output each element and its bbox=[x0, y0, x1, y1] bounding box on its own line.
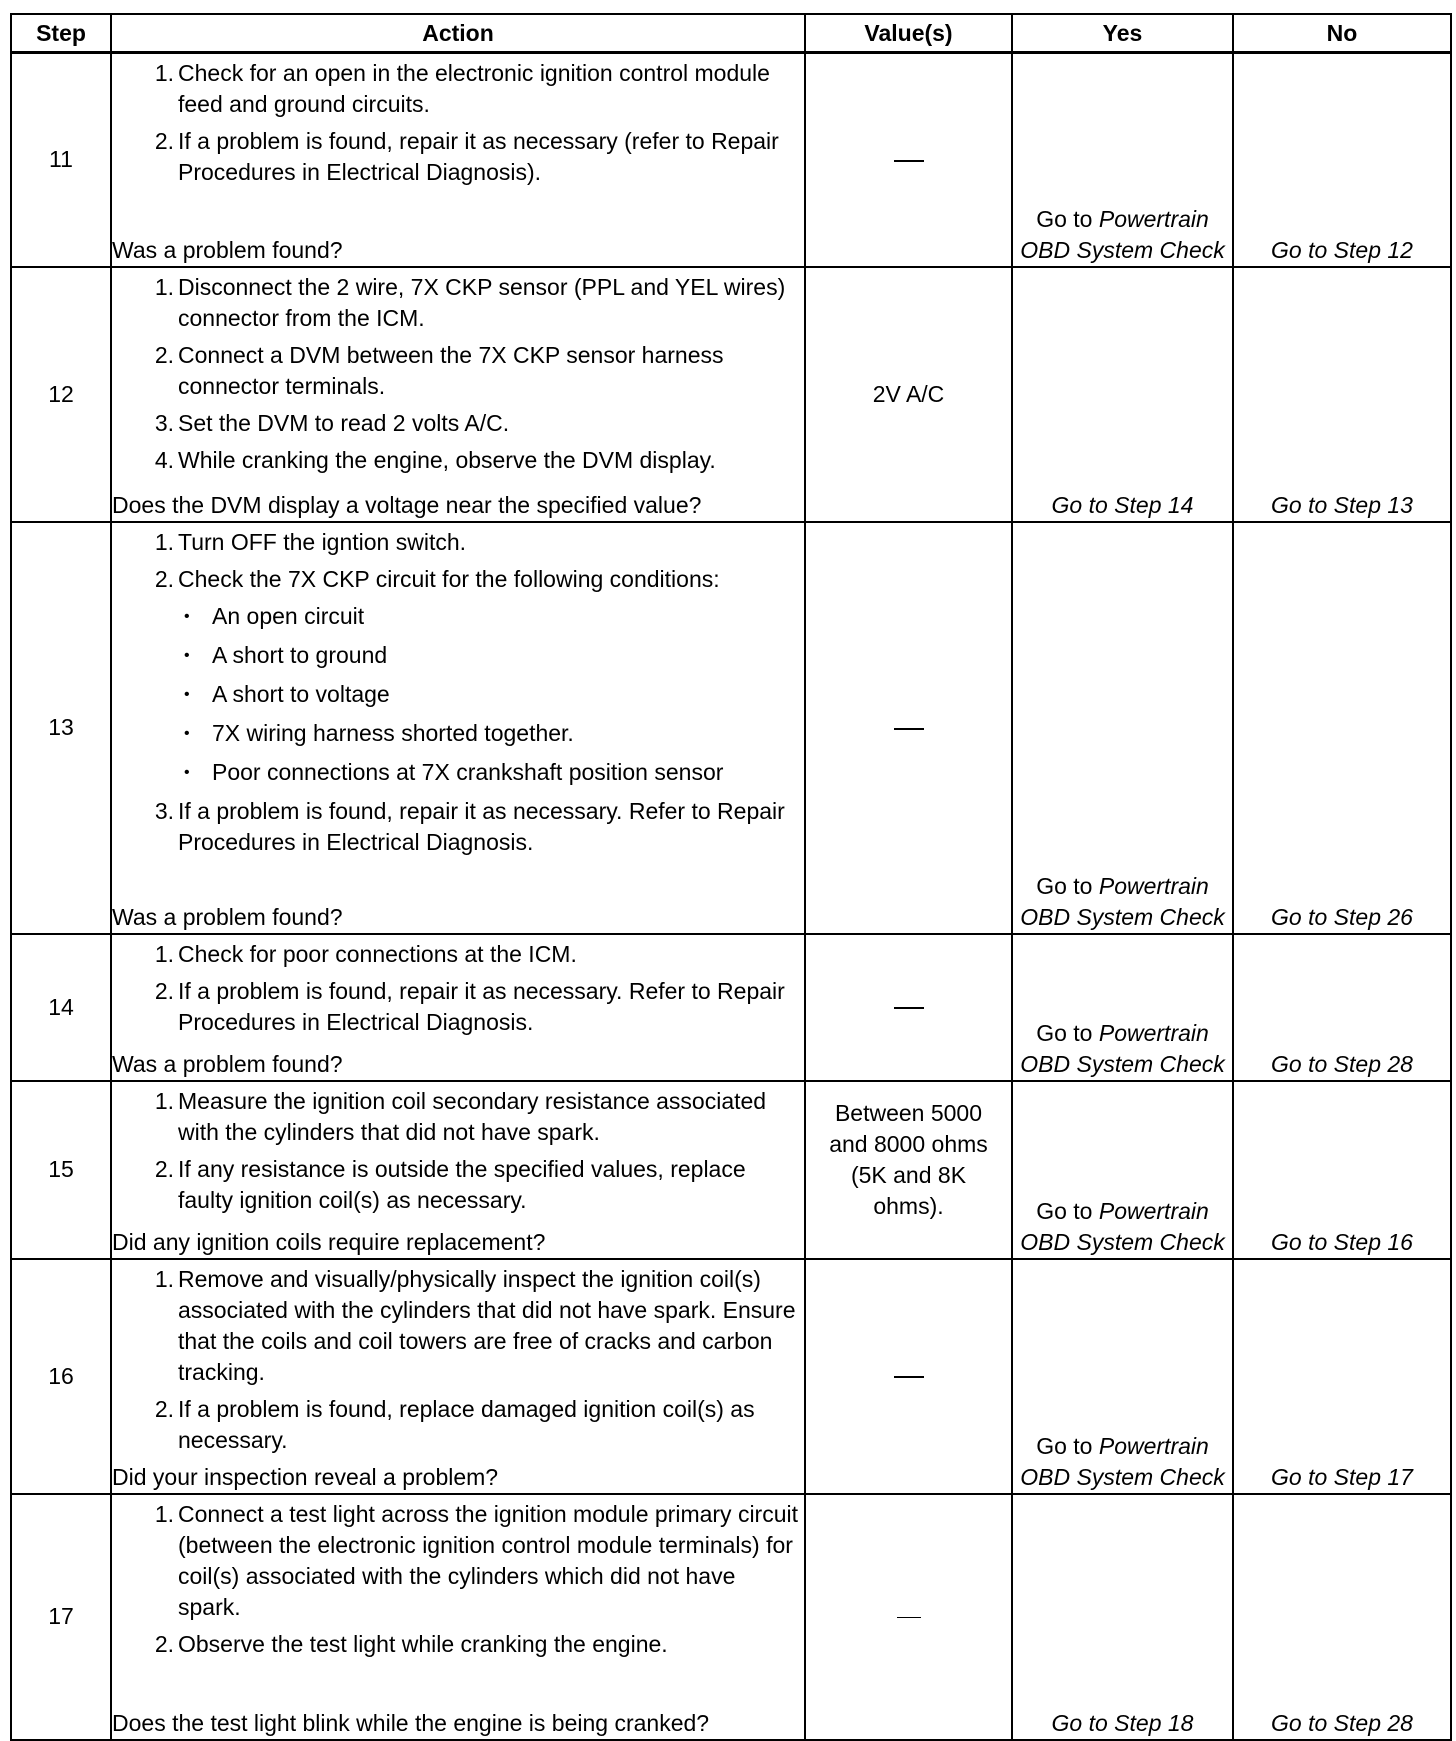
action-cell bbox=[111, 1259, 805, 1494]
condition-item: • A short to ground bbox=[178, 640, 804, 671]
yes-cell: Go to Powertrain OBD System Check bbox=[1012, 934, 1233, 1081]
action-cell bbox=[111, 53, 805, 267]
table-row-step-14 bbox=[11, 934, 1451, 1081]
action-item: 1. Turn OFF the igntion switch. bbox=[154, 528, 467, 555]
action-item: 1. Measure the ignition coil secondary resistance associated with the cylinders that did not have spark. bbox=[154, 1087, 767, 1145]
table-row-step-17 bbox=[11, 1494, 1451, 1740]
action-item: 2. Observe the test light while cranking the engine. bbox=[154, 1630, 668, 1657]
table-row-step-11 bbox=[11, 53, 1451, 267]
value-cell bbox=[805, 522, 1012, 934]
value-cell: 2V A/C bbox=[805, 267, 1012, 522]
action-question: Did your inspection reveal a problem? bbox=[112, 1463, 499, 1490]
action-item: 2. Check the 7X CKP circuit for the following conditions: • An open circuit • A short to ground • A short to voltage • 7X wiring harness shorted together. • Poor connections at 7X crankshaft position sensor bbox=[112, 564, 804, 788]
header-yes: Yes bbox=[1012, 14, 1233, 53]
header-action: Action bbox=[111, 14, 805, 53]
table-row-step-12 bbox=[11, 267, 1451, 522]
action-cell bbox=[111, 1081, 805, 1259]
value-cell bbox=[805, 53, 1012, 267]
step-number: 17 bbox=[11, 1494, 111, 1740]
step-number: 11 bbox=[11, 53, 111, 267]
action-question: Does the test light blink while the engine is being cranked? bbox=[112, 1709, 710, 1736]
action-item: 3. Set the DVM to read 2 volts A/C. bbox=[154, 409, 510, 436]
condition-item: • A short to voltage bbox=[178, 679, 804, 710]
step-number: 15 bbox=[11, 1081, 111, 1259]
table-row-step-16 bbox=[11, 1259, 1451, 1494]
table-header-row bbox=[11, 14, 1451, 53]
action-item: 2. If any resistance is outside the specified values, replace faulty ignition coil(s) as necessary. bbox=[154, 1155, 746, 1213]
no-cell: Go to Step 28 bbox=[1233, 934, 1451, 1081]
step-number: 14 bbox=[11, 934, 111, 1081]
yes-cell: Go to Powertrain OBD System Check bbox=[1012, 522, 1233, 934]
no-cell: Go to Step 26 bbox=[1233, 522, 1451, 934]
action-item: 2. Connect a DVM between the 7X CKP sensor harness connector terminals. bbox=[154, 341, 724, 399]
action-item: 1. Check for an open in the electronic ignition control module feed and ground circuits. bbox=[154, 60, 770, 117]
step-number: 13 bbox=[11, 522, 111, 934]
action-item: 2. If a problem is found, repair it as necessary (refer to Repair Procedures in Electrical Diagnosis). bbox=[154, 128, 779, 185]
condition-item: • 7X wiring harness shorted together. bbox=[178, 718, 804, 749]
table-row-step-13 bbox=[11, 522, 1451, 934]
action-item: 4. While cranking the engine, observe the DVM display. bbox=[154, 446, 716, 473]
header-step: Step bbox=[11, 14, 111, 53]
action-item: 1. Connect a test light across the ignition module primary circuit (between the electronic ignition control module terminals) for coil(s) associated with the cylinders which did not have spark. bbox=[154, 1500, 799, 1620]
value-cell bbox=[805, 1259, 1012, 1494]
no-cell: Go to Step 13 bbox=[1233, 267, 1451, 522]
action-cell bbox=[111, 267, 805, 522]
action-question: Was a problem found? bbox=[112, 1050, 343, 1077]
value-cell bbox=[805, 1494, 1012, 1740]
yes-cell: Go to Powertrain OBD System Check bbox=[1012, 53, 1233, 267]
action-cell bbox=[111, 1494, 805, 1740]
no-cell: Go to Step 16 bbox=[1233, 1081, 1451, 1259]
condition-item: • Poor connections at 7X crankshaft position sensor bbox=[178, 757, 804, 788]
action-question: Does the DVM display a voltage near the specified value? bbox=[112, 491, 702, 518]
action-cell bbox=[111, 934, 805, 1081]
value-cell: Between 5000 and 8000 ohms (5K and 8K ohms). bbox=[805, 1081, 1012, 1259]
value-dash bbox=[894, 728, 924, 730]
value-dash bbox=[894, 1007, 924, 1009]
value-dash bbox=[894, 160, 924, 162]
table-row-step-15 bbox=[11, 1081, 1451, 1259]
action-item: 1. Disconnect the 2 wire, 7X CKP sensor (PPL and YEL wires) connector from the ICM. bbox=[154, 273, 786, 331]
action-item: 2. If a problem is found, replace damaged ignition coil(s) as necessary. bbox=[154, 1395, 755, 1453]
action-item: 3. If a problem is found, repair it as necessary. Refer to Repair Procedures in Electrical Diagnosis. bbox=[154, 797, 785, 855]
value-dash bbox=[897, 1617, 921, 1618]
yes-cell: Go to Powertrain OBD System Check bbox=[1012, 1259, 1233, 1494]
diagnostic-table bbox=[10, 13, 1452, 1741]
step-number: 16 bbox=[11, 1259, 111, 1494]
action-cell bbox=[111, 522, 805, 934]
action-item: 1. Check for poor connections at the ICM. bbox=[154, 940, 577, 967]
yes-cell: Go to Step 14 bbox=[1012, 267, 1233, 522]
action-question: Did any ignition coils require replacement? bbox=[112, 1228, 546, 1255]
yes-cell: Go to Powertrain OBD System Check bbox=[1012, 1081, 1233, 1259]
step-number: 12 bbox=[11, 267, 111, 522]
condition-list bbox=[178, 601, 804, 788]
action-item: 2. If a problem is found, repair it as necessary. Refer to Repair Procedures in Electrical Diagnosis. bbox=[154, 977, 785, 1035]
header-no: No bbox=[1233, 14, 1451, 53]
no-cell: Go to Step 17 bbox=[1233, 1259, 1451, 1494]
condition-item: • An open circuit bbox=[178, 601, 804, 632]
header-values: Value(s) bbox=[805, 14, 1012, 53]
action-question: Was a problem found? bbox=[112, 903, 343, 930]
value-cell bbox=[805, 934, 1012, 1081]
value-dash bbox=[894, 1376, 924, 1378]
yes-cell: Go to Step 18 bbox=[1012, 1494, 1233, 1740]
action-question: Was a problem found? bbox=[112, 236, 343, 263]
no-cell: Go to Step 12 bbox=[1233, 53, 1451, 267]
no-cell: Go to Step 28 bbox=[1233, 1494, 1451, 1740]
action-item: 1. Remove and visually/physically inspect the ignition coil(s) associated with the cylinders that did not have spark. Ensure that the coils and coil towers are free of cracks and carbon tracking. bbox=[154, 1265, 796, 1385]
